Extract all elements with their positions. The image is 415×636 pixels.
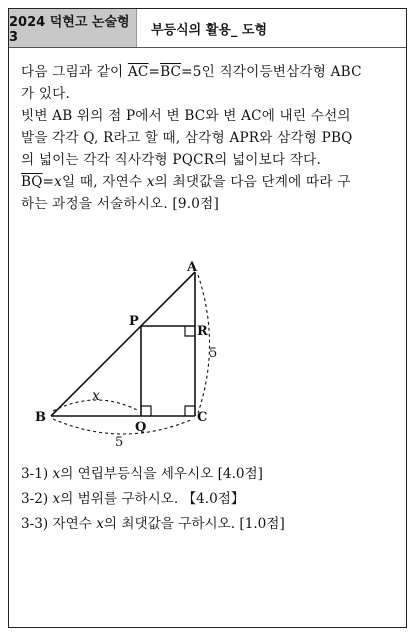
problem-header <box>9 9 406 47</box>
sub-question-2 <box>21 487 403 512</box>
label-q: Q <box>135 420 147 435</box>
right-angle-mark-c <box>185 406 195 416</box>
sub-question-number: 3-2) <box>21 491 49 507</box>
segment-bq: $\overline{BQ}$ <box>21 174 43 190</box>
segment-bc: $\overline{BC}$ <box>160 64 182 80</box>
label-x: x <box>92 388 100 404</box>
hypotenuse-ab <box>51 272 195 416</box>
variable-x: x <box>96 516 104 532</box>
sub-question-prefix: 자연수 <box>48 516 97 532</box>
segment-ac: $\overline{AC}$ <box>127 64 149 80</box>
label-c: C <box>197 410 208 425</box>
problem-line-6 <box>21 171 403 193</box>
problem-line-1-b: =5인 직각이등변삼각형 ABC <box>181 64 362 80</box>
label-r: R <box>197 324 208 339</box>
problem-text <box>21 61 403 215</box>
sub-question-text: 의 최댓값을 구하시오. [1.0점] <box>103 516 285 532</box>
arc-side-5 <box>198 275 210 413</box>
header-divider <box>9 47 406 48</box>
problem-line-3: 빗변 AB 위의 점 P에서 변 BC와 변 AC에 내린 수선의 <box>21 108 351 124</box>
problem-line-1 <box>21 61 403 83</box>
sub-question-text: 의 연립부등식을 세우시오 [4.0점] <box>60 466 263 482</box>
arc-bottom-5 <box>53 419 193 434</box>
variable-x: x <box>52 491 61 507</box>
equals-sign: = <box>42 174 55 190</box>
problem-line-6-b: 의 최댓값을 다음 단계에 따라 구 <box>154 174 351 190</box>
label-a: A <box>187 260 198 275</box>
problem-line-7: 하는 과정을 서술하시오. [9.0점] <box>21 196 219 212</box>
variable-x: x <box>146 174 155 190</box>
sub-questions <box>21 462 403 537</box>
variable-x: x <box>54 174 63 190</box>
right-angle-mark-q <box>141 406 151 416</box>
sub-question-3 <box>21 512 403 537</box>
label-side-5: 5 <box>209 346 218 361</box>
sub-question-1 <box>21 462 403 487</box>
variable-x: x <box>52 466 61 482</box>
problem-line-6-a: 일 때, 자연수 <box>62 174 147 190</box>
problem-line-5: 의 넓이는 각각 직사각형 PQCR의 넓이보다 작다. <box>21 152 322 168</box>
problem-line-4: 발을 각각 Q, R라고 할 때, 삼각형 APR와 삼각형 PBQ <box>21 130 353 146</box>
sub-question-number: 3-1) <box>21 466 49 482</box>
source-tag: 2024 덕현고 논술형3 <box>9 9 137 47</box>
triangle-figure <box>33 259 233 449</box>
problem-line-2: 가 있다. <box>21 86 71 102</box>
right-angle-mark-r <box>185 326 195 336</box>
equals-sign: = <box>148 64 161 80</box>
label-b: B <box>35 410 46 425</box>
problem-card <box>8 8 407 628</box>
label-p: P <box>129 314 139 329</box>
label-bottom-5: 5 <box>115 435 124 449</box>
sub-question-number: 3-3) <box>21 516 49 532</box>
topic-title: 부등식의 활용_ 도형 <box>151 22 268 38</box>
problem-line-1-a: 다음 그림과 같이 <box>21 64 128 80</box>
sub-question-text: 의 범위를 구하시오. 【4.0점】 <box>60 491 245 507</box>
